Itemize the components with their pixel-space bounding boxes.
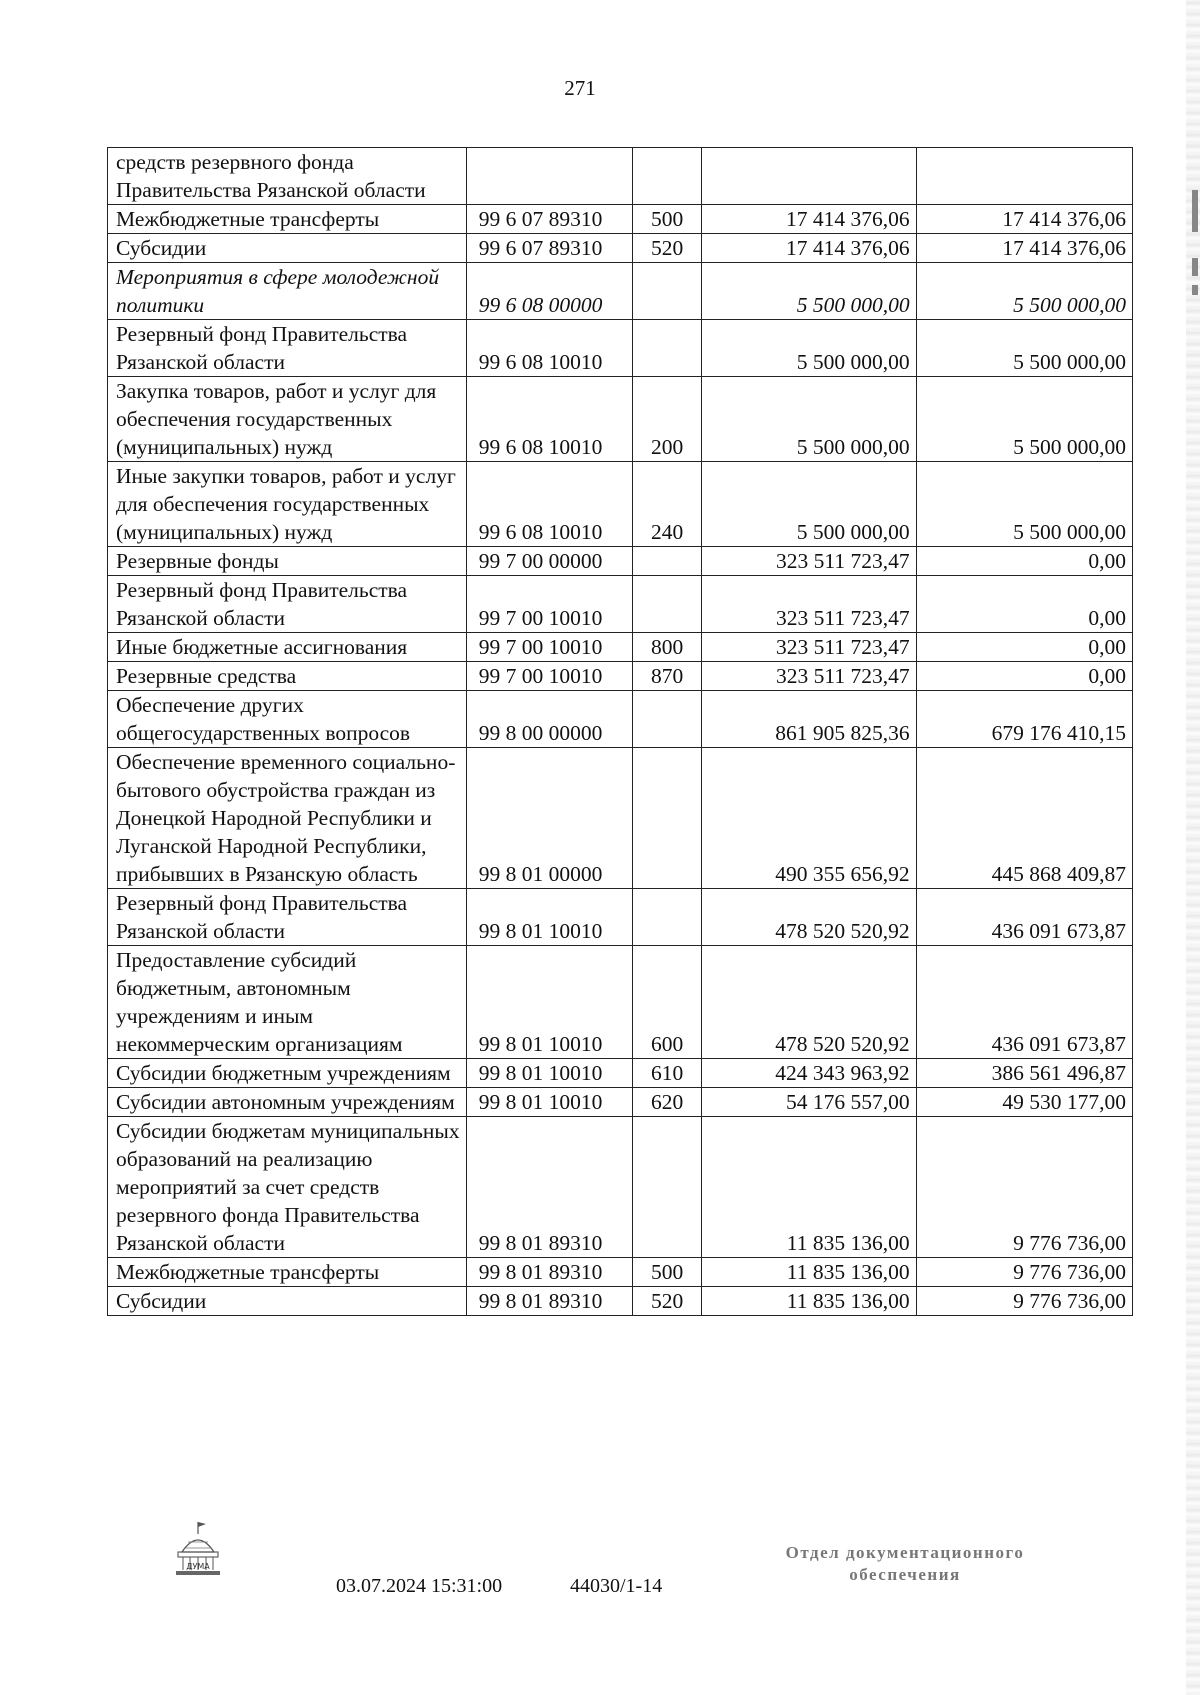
cell-expense-type — [632, 748, 702, 889]
cell-code: 99 8 00 00000 — [466, 691, 632, 748]
cell-amount-1: 11 835 136,00 — [702, 1258, 916, 1287]
cell-code: 99 7 00 10010 — [466, 576, 632, 633]
budget-table — [107, 147, 1133, 1316]
cell-name: Закупка товаров, работ и услуг для обеспечения государственных (муниципальных) нужд — [108, 377, 467, 462]
cell-expense-type: 610 — [632, 1059, 702, 1088]
table-row — [108, 377, 1133, 462]
table-row — [108, 263, 1133, 320]
cell-amount-2: 5 500 000,00 — [916, 377, 1132, 462]
cell-name: Обеспечение других общегосударственных вопросов — [108, 691, 467, 748]
cell-code: 99 7 00 10010 — [466, 662, 632, 691]
cell-expense-type: 200 — [632, 377, 702, 462]
table-row — [108, 1117, 1133, 1258]
cell-amount-1: 323 511 723,47 — [702, 576, 916, 633]
cell-expense-type: 520 — [632, 1287, 702, 1316]
table-row — [108, 946, 1133, 1059]
svg-text:ДУМА: ДУМА — [186, 1562, 210, 1571]
table-row — [108, 691, 1133, 748]
cell-amount-1: 11 835 136,00 — [702, 1117, 916, 1258]
cell-name: Резервный фонд Правительства Рязанской области — [108, 576, 467, 633]
cell-name: Межбюджетные трансферты — [108, 1258, 467, 1287]
cell-amount-2: 679 176 410,15 — [916, 691, 1132, 748]
cell-expense-type — [632, 547, 702, 576]
cell-code: 99 6 08 10010 — [466, 462, 632, 547]
stamp-line-1: Отдел документационного — [785, 1543, 1025, 1562]
cell-expense-type: 620 — [632, 1088, 702, 1117]
cell-amount-2: 49 530 177,00 — [916, 1088, 1132, 1117]
cell-code: 99 8 01 10010 — [466, 946, 632, 1059]
table-row — [108, 1287, 1133, 1316]
table-row — [108, 748, 1133, 889]
cell-amount-1: 54 176 557,00 — [702, 1088, 916, 1117]
cell-name: Резервные фонды — [108, 547, 467, 576]
cell-code: 99 8 01 89310 — [466, 1117, 632, 1258]
cell-expense-type — [632, 691, 702, 748]
page-number: 271 — [564, 76, 596, 100]
cell-amount-1: 5 500 000,00 — [702, 377, 916, 462]
cell-name: Субсидии автономным учреждениям — [108, 1088, 467, 1117]
cell-name: Резервный фонд Правительства Рязанской области — [108, 889, 467, 946]
cell-amount-1: 490 355 656,92 — [702, 748, 916, 889]
cell-amount-1: 424 343 963,92 — [702, 1059, 916, 1088]
table-row — [108, 234, 1133, 263]
stamp-line-2: обеспечения — [849, 1565, 961, 1584]
table-row — [108, 462, 1133, 547]
cell-amount-1: 323 511 723,47 — [702, 662, 916, 691]
cell-amount-1: 5 500 000,00 — [702, 462, 916, 547]
table-row — [108, 889, 1133, 946]
cell-name: Субсидии — [108, 1287, 467, 1316]
table-row — [108, 662, 1133, 691]
table-row — [108, 148, 1133, 205]
cell-code: 99 7 00 00000 — [466, 547, 632, 576]
cell-name: Мероприятия в сфере молодежной политики — [108, 263, 467, 320]
cell-expense-type — [632, 889, 702, 946]
table-row — [108, 1088, 1133, 1117]
footer-reg-number: 44030/1-14 — [570, 1575, 663, 1597]
cell-amount-1: 17 414 376,06 — [702, 205, 916, 234]
cell-name: Иные бюджетные ассигнования — [108, 633, 467, 662]
cell-code: 99 6 07 89310 — [466, 205, 632, 234]
cell-amount-2: 17 414 376,06 — [916, 205, 1132, 234]
cell-code — [466, 148, 632, 205]
duma-logo-icon — [168, 1518, 228, 1578]
cell-code: 99 6 08 10010 — [466, 320, 632, 377]
cell-expense-type — [632, 1117, 702, 1258]
cell-amount-1: 5 500 000,00 — [702, 263, 916, 320]
cell-amount-1: 861 905 825,36 — [702, 691, 916, 748]
cell-expense-type: 240 — [632, 462, 702, 547]
cell-amount-2 — [916, 148, 1132, 205]
cell-code: 99 8 01 10010 — [466, 889, 632, 946]
cell-code: 99 8 01 00000 — [466, 748, 632, 889]
cell-code: 99 6 07 89310 — [466, 234, 632, 263]
cell-amount-1: 11 835 136,00 — [702, 1287, 916, 1316]
cell-amount-1: 323 511 723,47 — [702, 633, 916, 662]
cell-name: Межбюджетные трансферты — [108, 205, 467, 234]
cell-expense-type — [632, 263, 702, 320]
cell-amount-2: 5 500 000,00 — [916, 263, 1132, 320]
cell-amount-2: 0,00 — [916, 576, 1132, 633]
cell-amount-2: 9 776 736,00 — [916, 1287, 1132, 1316]
cell-amount-2: 5 500 000,00 — [916, 320, 1132, 377]
cell-amount-1 — [702, 148, 916, 205]
cell-name: Резервный фонд Правительства Рязанской области — [108, 320, 467, 377]
cell-expense-type: 500 — [632, 205, 702, 234]
cell-name: Субсидии бюджетам муниципальных образований на реализацию мероприятий за счет средств резервного фонда Правительства Рязанской области — [108, 1117, 467, 1258]
cell-amount-2: 436 091 673,87 — [916, 889, 1132, 946]
table-row — [108, 205, 1133, 234]
cell-code: 99 6 08 10010 — [466, 377, 632, 462]
cell-amount-1: 478 520 520,92 — [702, 946, 916, 1059]
table-row — [108, 547, 1133, 576]
cell-expense-type: 520 — [632, 234, 702, 263]
cell-expense-type — [632, 576, 702, 633]
cell-name: средств резервного фонда Правительства Рязанской области — [108, 148, 467, 205]
cell-amount-2: 445 868 409,87 — [916, 748, 1132, 889]
cell-expense-type: 600 — [632, 946, 702, 1059]
cell-amount-2: 17 414 376,06 — [916, 234, 1132, 263]
cell-expense-type — [632, 148, 702, 205]
cell-name: Резервные средства — [108, 662, 467, 691]
cell-code: 99 8 01 89310 — [466, 1287, 632, 1316]
cell-amount-1: 5 500 000,00 — [702, 320, 916, 377]
cell-expense-type: 800 — [632, 633, 702, 662]
cell-amount-1: 478 520 520,92 — [702, 889, 916, 946]
cell-name: Предоставление субсидий бюджетным, автономным учреждениям и иным некоммерческим организациям — [108, 946, 467, 1059]
table-row — [108, 576, 1133, 633]
cell-amount-1: 17 414 376,06 — [702, 234, 916, 263]
cell-name: Субсидии бюджетным учреждениям — [108, 1059, 467, 1088]
cell-name: Субсидии — [108, 234, 467, 263]
table-row — [108, 320, 1133, 377]
cell-code: 99 7 00 10010 — [466, 633, 632, 662]
department-stamp — [740, 1542, 1070, 1586]
cell-code: 99 6 08 00000 — [466, 263, 632, 320]
cell-expense-type — [632, 320, 702, 377]
cell-amount-2: 0,00 — [916, 547, 1132, 576]
cell-name: Иные закупки товаров, работ и услуг для обеспечения государственных (муниципальных) нужд — [108, 462, 467, 547]
table-row — [108, 633, 1133, 662]
footer-datetime: 03.07.2024 15:31:00 — [336, 1575, 503, 1597]
scan-edge-artifact — [1186, 0, 1200, 1695]
cell-expense-type: 500 — [632, 1258, 702, 1287]
cell-amount-2: 9 776 736,00 — [916, 1117, 1132, 1258]
cell-name: Обеспечение временного социально-бытового обустройства граждан из Донецкой Народной Республики и Луганской Народной Республики, прибывших в Рязанскую область — [108, 748, 467, 889]
cell-amount-2: 9 776 736,00 — [916, 1258, 1132, 1287]
cell-amount-2: 0,00 — [916, 633, 1132, 662]
cell-amount-1: 323 511 723,47 — [702, 547, 916, 576]
cell-amount-2: 386 561 496,87 — [916, 1059, 1132, 1088]
cell-expense-type: 870 — [632, 662, 702, 691]
table-row — [108, 1258, 1133, 1287]
cell-code: 99 8 01 10010 — [466, 1059, 632, 1088]
cell-code: 99 8 01 89310 — [466, 1258, 632, 1287]
cell-amount-2: 5 500 000,00 — [916, 462, 1132, 547]
cell-amount-2: 0,00 — [916, 662, 1132, 691]
cell-code: 99 8 01 10010 — [466, 1088, 632, 1117]
table-row — [108, 1059, 1133, 1088]
cell-amount-2: 436 091 673,87 — [916, 946, 1132, 1059]
